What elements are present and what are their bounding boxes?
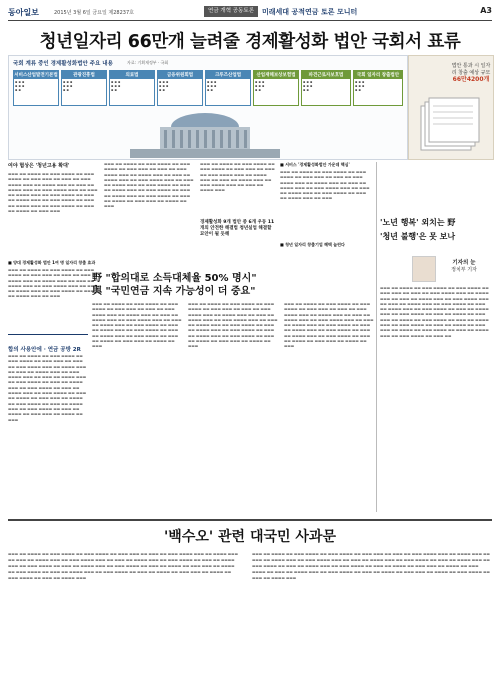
author-photo	[412, 256, 436, 282]
infographic-source: 자료: 기획재정부 · 국회	[127, 60, 169, 65]
law-box-label: 크루즈산업법	[206, 71, 250, 79]
main-headline: 청년일자리 66만개 늘려줄 경제활성화 법안 국회서 표류	[39, 32, 461, 52]
law-box: 관광진흥법 ▪ ▪ ▪ ▪ ▪ ▪ ▪ ▪	[61, 70, 107, 106]
article-subhead: ■ 청년 일자리 창출기업 혜택 늘린다	[280, 242, 345, 247]
law-box-label: 산업재해보상보험법	[254, 71, 298, 79]
job-creation-value: 66만4200개	[452, 76, 490, 83]
law-box: 금융위원회법 ▪ ▪ ▪ ▪ ▪ ▪ ▪ ▪	[157, 70, 203, 106]
article-body-text: ▬▬▬ ▬▬ ▬▬▬▬ ▬▬ ▬▬▬ ▬▬▬▬ ▬▬ ▬▬▬ ▬▬▬▬ ▬▬ ▬▬▬ ▬▬▬ ▬▬ ▬▬▬ ▬▬ ▬▬▬ ▬▬▬▬ ▬▬▬ ▬▬ ▬▬▬▬ ▬▬▬ ▬▬ ▬▬▬ ▬▬ ▬▬▬▬ ▬▬▬ ▬▬ ▬▬▬ ▬▬▬▬ ▬▬▬ ▬▬ ▬▬▬ ▬▬ ▬▬▬▬ ▬▬▬ ▬▬ ▬▬▬ ▬▬▬▬ ▬▬ ▬▬▬ ▬▬ ▬▬▬▬ ▬▬▬ ▬▬ ▬▬▬ ▬▬▬▬ ▬▬ ▬▬▬ ▬▬ ▬▬▬▬ ▬▬▬ ▬▬ ▬▬▬ ▬▬▬▬ ▬▬ ▬▬▬ ▬▬ ▬▬▬▬ ▬▬ ▬▬▬ ▬▬▬ ▬▬ ▬▬▬▬ ▬▬ ▬▬▬	[104, 162, 194, 209]
law-box: 국회 일자리 창출법안 ▪ ▪ ▪ ▪ ▪ ▪ ▪ ▪	[353, 70, 403, 106]
article-subhead: 여야 협상은 '청년고용 확대'	[8, 163, 70, 169]
newspaper-brand: 동아일보	[8, 8, 39, 17]
job-creation-label: 법안 통과 시 일자리 창출 예상 규모	[451, 63, 491, 76]
law-box: 산업재해보상보험법 ▪ ▪ ▪ ▪ ▪ ▪ ▪ ▪	[253, 70, 299, 106]
ad-title: '백수오' 관련 대국민 사과문	[164, 529, 336, 545]
masthead	[8, 6, 492, 21]
ad-body-text: ▬▬▬ ▬▬ ▬▬▬▬ ▬▬ ▬▬▬ ▬▬▬▬ ▬▬ ▬▬▬ ▬▬▬▬ ▬▬ ▬▬▬ ▬▬▬ ▬▬ ▬▬▬ ▬▬ ▬▬▬ ▬▬▬▬ ▬▬▬ ▬▬ ▬▬▬▬ ▬▬▬ ▬▬ ▬▬▬ ▬▬ ▬▬▬▬ ▬▬▬ ▬▬ ▬▬▬ ▬▬▬▬ ▬▬▬ ▬▬ ▬▬▬ ▬▬ ▬▬▬▬ ▬▬▬ ▬▬ ▬▬▬ ▬▬▬▬ ▬▬ ▬▬▬ ▬▬ ▬▬▬▬ ▬▬▬ ▬▬ ▬▬▬ ▬▬▬▬ ▬▬ ▬▬▬ ▬▬ ▬▬▬▬ ▬▬▬ ▬▬ ▬▬▬ ▬▬▬▬ ▬▬ ▬▬▬ ▬▬ ▬▬▬▬ ▬▬ ▬▬▬ ▬▬▬ ▬▬ ▬▬▬▬ ▬▬ ▬▬▬ ▬▬▬▬ ▬▬ ▬▬▬ ▬▬ ▬▬▬▬ ▬▬▬ ▬▬ ▬▬▬ ▬▬▬▬ ▬▬ ▬▬▬ ▬▬ ▬▬▬▬ ▬▬ ▬▬▬ ▬▬▬ ▬▬ ▬▬▬▬ ▬▬ ▬▬▬ ▬▬▬▬ ▬▬ ▬▬▬ ▬▬ ▬▬▬▬ ▬▬▬	[8, 552, 238, 580]
page-number: A3	[480, 6, 492, 15]
document-stack-illustration	[415, 96, 487, 152]
law-box-label: 서비스산업발전기본법	[14, 73, 58, 78]
opinion-body-text: ▬▬▬ ▬▬ ▬▬▬▬ ▬▬ ▬▬▬ ▬▬▬▬ ▬▬ ▬▬▬ ▬▬▬▬ ▬▬ ▬▬▬ ▬▬▬ ▬▬ ▬▬▬ ▬▬ ▬▬▬ ▬▬▬▬ ▬▬▬ ▬▬ ▬▬▬▬ ▬▬▬ ▬▬ ▬▬▬ ▬▬ ▬▬▬▬ ▬▬▬ ▬▬ ▬▬▬ ▬▬▬▬ ▬▬▬ ▬▬ ▬▬▬ ▬▬ ▬▬▬▬ ▬▬▬ ▬▬ ▬▬▬ ▬▬▬▬ ▬▬ ▬▬▬ ▬▬ ▬▬▬▬ ▬▬▬ ▬▬ ▬▬▬ ▬▬▬▬ ▬▬ ▬▬▬ ▬▬ ▬▬▬▬ ▬▬▬ ▬▬ ▬▬▬ ▬▬▬▬ ▬▬ ▬▬▬ ▬▬ ▬▬▬▬ ▬▬ ▬▬▬ ▬▬▬ ▬▬ ▬▬▬▬ ▬▬ ▬▬▬ ▬▬▬▬ ▬▬ ▬▬▬ ▬▬ ▬▬▬▬ ▬▬▬ ▬▬ ▬▬▬ ▬▬▬▬ ▬▬ ▬▬▬ ▬▬ ▬▬▬▬ ▬▬ ▬▬▬ ▬▬▬ ▬▬ ▬▬▬▬ ▬▬ ▬▬▬ ▬▬▬▬ ▬▬ ▬▬▬ ▬▬ ▬▬▬▬ ▬▬▬ ▬▬ ▬▬▬ ▬▬▬▬ ▬▬ ▬▬▬ ▬▬	[380, 286, 489, 338]
opinion-title-line-1: '노년 행복' 외치는 野	[380, 218, 456, 227]
article-subhead: ■ 양대 경제활성화 법안 1여 명 일자리 창출 효과	[8, 260, 96, 265]
author-desk: 정치부 기자	[451, 267, 477, 273]
article-subhead: ■ 서비스 '경제활성화법안 가운데 핵심'	[280, 162, 350, 167]
series-tag: 연금 개혁 공동토론	[204, 6, 258, 17]
opinion-title-line-2: '청년 불행'은 못 보나	[380, 232, 456, 241]
law-box-label: 금융위원회법	[158, 71, 202, 79]
author-name: 기자의 눈	[452, 260, 476, 266]
issue-date: 2015년 3월 6일 금요일 제28237호	[54, 10, 134, 16]
pull-quote: 경제활성화 9개 법안 중 6개 우동 11개의 안전한 해결법 청년실업 해결할 묘안이 될 듯해	[200, 220, 275, 237]
article-body-text: ▬▬▬ ▬▬ ▬▬▬▬ ▬▬ ▬▬▬ ▬▬▬▬ ▬▬ ▬▬▬ ▬▬▬▬ ▬▬ ▬▬▬ ▬▬▬ ▬▬ ▬▬▬ ▬▬ ▬▬▬ ▬▬▬▬ ▬▬▬ ▬▬ ▬▬▬▬ ▬▬▬ ▬▬ ▬▬▬ ▬▬ ▬▬▬▬ ▬▬▬ ▬▬ ▬▬▬ ▬▬▬▬ ▬▬▬ ▬▬ ▬▬▬ ▬▬ ▬▬▬▬ ▬▬▬ ▬▬ ▬▬▬ ▬▬▬▬ ▬▬ ▬▬▬ ▬▬ ▬▬▬▬ ▬▬▬ ▬▬ ▬▬▬	[280, 170, 370, 201]
article-body-text: ▬▬▬ ▬▬ ▬▬▬▬ ▬▬ ▬▬▬ ▬▬▬▬ ▬▬ ▬▬▬ ▬▬▬▬ ▬▬ ▬▬▬ ▬▬▬ ▬▬ ▬▬▬ ▬▬ ▬▬▬ ▬▬▬▬ ▬▬▬ ▬▬ ▬▬▬▬ ▬▬▬ ▬▬ ▬▬▬ ▬▬ ▬▬▬▬ ▬▬▬ ▬▬ ▬▬▬ ▬▬▬▬ ▬▬▬ ▬▬ ▬▬▬ ▬▬ ▬▬▬▬ ▬▬▬ ▬▬ ▬▬▬ ▬▬▬▬ ▬▬ ▬▬▬ ▬▬ ▬▬▬▬ ▬▬▬ ▬▬ ▬▬▬ ▬▬▬▬ ▬▬ ▬▬▬ ▬▬ ▬▬▬▬ ▬▬▬ ▬▬ ▬▬▬ ▬▬▬▬ ▬▬ ▬▬▬ ▬▬ ▬▬▬▬ ▬▬ ▬▬▬ ▬▬▬ ▬▬ ▬▬▬▬ ▬▬ ▬▬▬	[284, 302, 374, 349]
pension-headline-line-1: 野 "합의대로 소득대체율 50% 명시"	[92, 273, 257, 284]
national-assembly-illustration	[120, 105, 290, 158]
column-divider	[376, 162, 377, 512]
opinion-column-title	[380, 217, 492, 242]
law-box: 서비스산업발전기본법 ▪ ▪ ▪ ▪ ▪ ▪ ▪ ▪	[13, 70, 59, 106]
series-title: 미래세대 공적연금 토론 모니터	[262, 7, 358, 16]
section-rule	[8, 334, 88, 345]
law-box-label: 국회 일자리 창출법안	[354, 71, 402, 79]
apology-advertisement	[8, 519, 492, 687]
pension-headline-line-2: 與 "국민연금 지속 가능성이 더 중요"	[92, 286, 256, 297]
law-box-label: 관광진흥법	[62, 71, 106, 79]
law-box: 크루즈산업법 ▪ ▪ ▪ ▪ ▪ ▪ ▪ ▪	[205, 70, 251, 106]
law-box: 의료법 ▪ ▪ ▪ ▪ ▪ ▪ ▪ ▪	[109, 70, 155, 106]
article-body-text: ▬▬▬ ▬▬ ▬▬▬▬ ▬▬ ▬▬▬ ▬▬▬▬ ▬▬ ▬▬▬ ▬▬▬▬ ▬▬ ▬▬▬ ▬▬▬ ▬▬ ▬▬▬ ▬▬ ▬▬▬ ▬▬▬▬ ▬▬▬ ▬▬ ▬▬▬▬ ▬▬▬ ▬▬ ▬▬▬ ▬▬ ▬▬▬▬ ▬▬▬ ▬▬ ▬▬▬ ▬▬▬▬ ▬▬▬ ▬▬ ▬▬▬ ▬▬ ▬▬▬▬ ▬▬▬ ▬▬ ▬▬▬ ▬▬▬▬ ▬▬ ▬▬▬ ▬▬ ▬▬▬▬ ▬▬▬ ▬▬ ▬▬▬	[8, 268, 98, 299]
law-box-label: 의료법	[110, 71, 154, 79]
infographic-title: 국회 계류 중인 경제활성화법안 주요 내용	[13, 61, 113, 67]
article-body-text: ▬▬▬ ▬▬ ▬▬▬▬ ▬▬ ▬▬▬ ▬▬▬▬ ▬▬ ▬▬▬ ▬▬▬▬ ▬▬ ▬▬▬ ▬▬▬ ▬▬ ▬▬▬ ▬▬ ▬▬▬ ▬▬▬▬ ▬▬▬ ▬▬ ▬▬▬▬ ▬▬▬ ▬▬ ▬▬▬ ▬▬ ▬▬▬▬ ▬▬▬ ▬▬ ▬▬▬ ▬▬▬▬ ▬▬▬ ▬▬ ▬▬▬ ▬▬ ▬▬▬▬ ▬▬▬ ▬▬ ▬▬▬ ▬▬▬▬ ▬▬ ▬▬▬ ▬▬ ▬▬▬▬ ▬▬▬ ▬▬ ▬▬▬ ▬▬▬▬ ▬▬ ▬▬▬ ▬▬ ▬▬▬▬ ▬▬▬ ▬▬ ▬▬▬ ▬▬▬▬ ▬▬ ▬▬▬ ▬▬ ▬▬▬▬ ▬▬ ▬▬▬ ▬▬▬ ▬▬ ▬▬▬▬ ▬▬ ▬▬▬	[92, 302, 182, 349]
article-body-text: ▬▬▬ ▬▬ ▬▬▬▬ ▬▬ ▬▬▬ ▬▬▬▬ ▬▬ ▬▬▬ ▬▬▬▬ ▬▬ ▬▬▬ ▬▬▬ ▬▬ ▬▬▬ ▬▬ ▬▬▬ ▬▬▬▬ ▬▬▬ ▬▬ ▬▬▬▬ ▬▬▬ ▬▬ ▬▬▬ ▬▬ ▬▬▬▬ ▬▬▬ ▬▬ ▬▬▬ ▬▬▬▬ ▬▬▬ ▬▬ ▬▬▬ ▬▬ ▬▬▬▬ ▬▬▬ ▬▬ ▬▬▬ ▬▬▬▬ ▬▬ ▬▬▬ ▬▬ ▬▬▬▬ ▬▬▬ ▬▬ ▬▬▬ ▬▬▬▬ ▬▬ ▬▬▬ ▬▬ ▬▬▬▬ ▬▬▬ ▬▬ ▬▬▬ ▬▬▬▬ ▬▬ ▬▬▬ ▬▬ ▬▬▬▬ ▬▬ ▬▬▬ ▬▬▬ ▬▬ ▬▬▬▬ ▬▬ ▬▬▬ ▬▬▬▬ ▬▬ ▬▬▬ ▬▬ ▬▬▬▬ ▬▬▬ ▬▬ ▬▬▬ ▬▬▬▬ ▬▬ ▬▬▬ ▬▬ ▬▬▬▬ ▬▬ ▬▬▬ ▬▬▬ ▬▬ ▬▬▬▬ ▬▬ ▬▬▬	[8, 354, 87, 422]
article-body-text: ▬▬▬ ▬▬ ▬▬▬▬ ▬▬ ▬▬▬ ▬▬▬▬ ▬▬ ▬▬▬ ▬▬▬▬ ▬▬ ▬▬▬ ▬▬▬ ▬▬ ▬▬▬ ▬▬ ▬▬▬ ▬▬▬▬ ▬▬▬ ▬▬ ▬▬▬▬ ▬▬▬ ▬▬ ▬▬▬ ▬▬ ▬▬▬▬ ▬▬▬ ▬▬ ▬▬▬ ▬▬▬▬ ▬▬▬ ▬▬ ▬▬▬ ▬▬ ▬▬▬▬ ▬▬▬ ▬▬ ▬▬▬ ▬▬▬▬ ▬▬ ▬▬▬ ▬▬ ▬▬▬▬ ▬▬▬ ▬▬ ▬▬▬ ▬▬▬▬ ▬▬ ▬▬▬ ▬▬ ▬▬▬▬ ▬▬▬ ▬▬ ▬▬▬ ▬▬▬▬ ▬▬ ▬▬▬ ▬▬ ▬▬▬▬ ▬▬ ▬▬▬ ▬▬▬ ▬▬ ▬▬▬▬ ▬▬ ▬▬▬	[188, 302, 278, 349]
ad-body-text: ▬▬▬ ▬▬ ▬▬▬▬ ▬▬ ▬▬▬ ▬▬▬▬ ▬▬ ▬▬▬ ▬▬▬▬ ▬▬ ▬▬▬ ▬▬▬ ▬▬ ▬▬▬ ▬▬ ▬▬▬ ▬▬▬▬ ▬▬▬ ▬▬ ▬▬▬▬ ▬▬▬ ▬▬ ▬▬▬ ▬▬ ▬▬▬▬ ▬▬▬ ▬▬ ▬▬▬ ▬▬▬▬ ▬▬▬ ▬▬ ▬▬▬ ▬▬ ▬▬▬▬ ▬▬▬ ▬▬ ▬▬▬ ▬▬▬▬ ▬▬ ▬▬▬ ▬▬ ▬▬▬▬ ▬▬▬ ▬▬ ▬▬▬ ▬▬▬▬ ▬▬ ▬▬▬ ▬▬ ▬▬▬▬ ▬▬▬ ▬▬ ▬▬▬ ▬▬▬▬ ▬▬ ▬▬▬ ▬▬ ▬▬▬▬ ▬▬ ▬▬▬ ▬▬▬ ▬▬ ▬▬▬▬ ▬▬ ▬▬▬ ▬▬▬▬ ▬▬ ▬▬▬ ▬▬ ▬▬▬▬ ▬▬▬ ▬▬ ▬▬▬ ▬▬▬▬ ▬▬ ▬▬▬ ▬▬ ▬▬▬▬ ▬▬ ▬▬▬ ▬▬▬ ▬▬ ▬▬▬▬ ▬▬ ▬▬▬ ▬▬▬▬ ▬▬ ▬▬▬ ▬▬ ▬▬▬▬ ▬▬▬	[252, 552, 490, 580]
job-creation-box	[408, 55, 494, 160]
law-box-label: 파견근로자보호법	[302, 71, 350, 79]
author-byline	[436, 258, 492, 273]
article-body-text: ▬▬▬ ▬▬ ▬▬▬▬ ▬▬ ▬▬▬ ▬▬▬▬ ▬▬ ▬▬▬ ▬▬▬▬ ▬▬ ▬▬▬ ▬▬▬ ▬▬ ▬▬▬ ▬▬ ▬▬▬ ▬▬▬▬ ▬▬▬ ▬▬ ▬▬▬▬ ▬▬▬ ▬▬ ▬▬▬ ▬▬ ▬▬▬▬ ▬▬▬ ▬▬ ▬▬▬ ▬▬▬▬ ▬▬▬ ▬▬ ▬▬▬ ▬▬ ▬▬▬▬ ▬▬▬ ▬▬ ▬▬▬ ▬▬▬▬ ▬▬ ▬▬▬ ▬▬ ▬▬▬▬ ▬▬▬ ▬▬ ▬▬▬ ▬▬▬▬ ▬▬ ▬▬▬ ▬▬ ▬▬▬▬ ▬▬▬ ▬▬ ▬▬▬ ▬▬▬▬ ▬▬ ▬▬▬ ▬▬ ▬▬▬▬ ▬▬ ▬▬▬ ▬▬▬	[8, 172, 98, 214]
law-box: 파견근로자보호법 ▪ ▪ ▪ ▪ ▪ ▪ ▪ ▪	[301, 70, 351, 106]
article-body-text: ▬▬▬ ▬▬ ▬▬▬▬ ▬▬ ▬▬▬ ▬▬▬▬ ▬▬ ▬▬▬ ▬▬▬▬ ▬▬ ▬▬▬ ▬▬▬ ▬▬ ▬▬▬ ▬▬ ▬▬▬ ▬▬▬▬ ▬▬▬ ▬▬ ▬▬▬▬ ▬▬▬ ▬▬ ▬▬▬ ▬▬ ▬▬▬▬ ▬▬▬ ▬▬ ▬▬▬ ▬▬▬▬ ▬▬▬ ▬▬ ▬▬▬ ▬▬ ▬▬▬▬ ▬▬▬	[200, 162, 275, 193]
section-label: 합의 사용안에 · 연금 공방 2R	[8, 347, 81, 353]
series-banner	[204, 6, 357, 17]
pension-headline	[92, 272, 392, 298]
